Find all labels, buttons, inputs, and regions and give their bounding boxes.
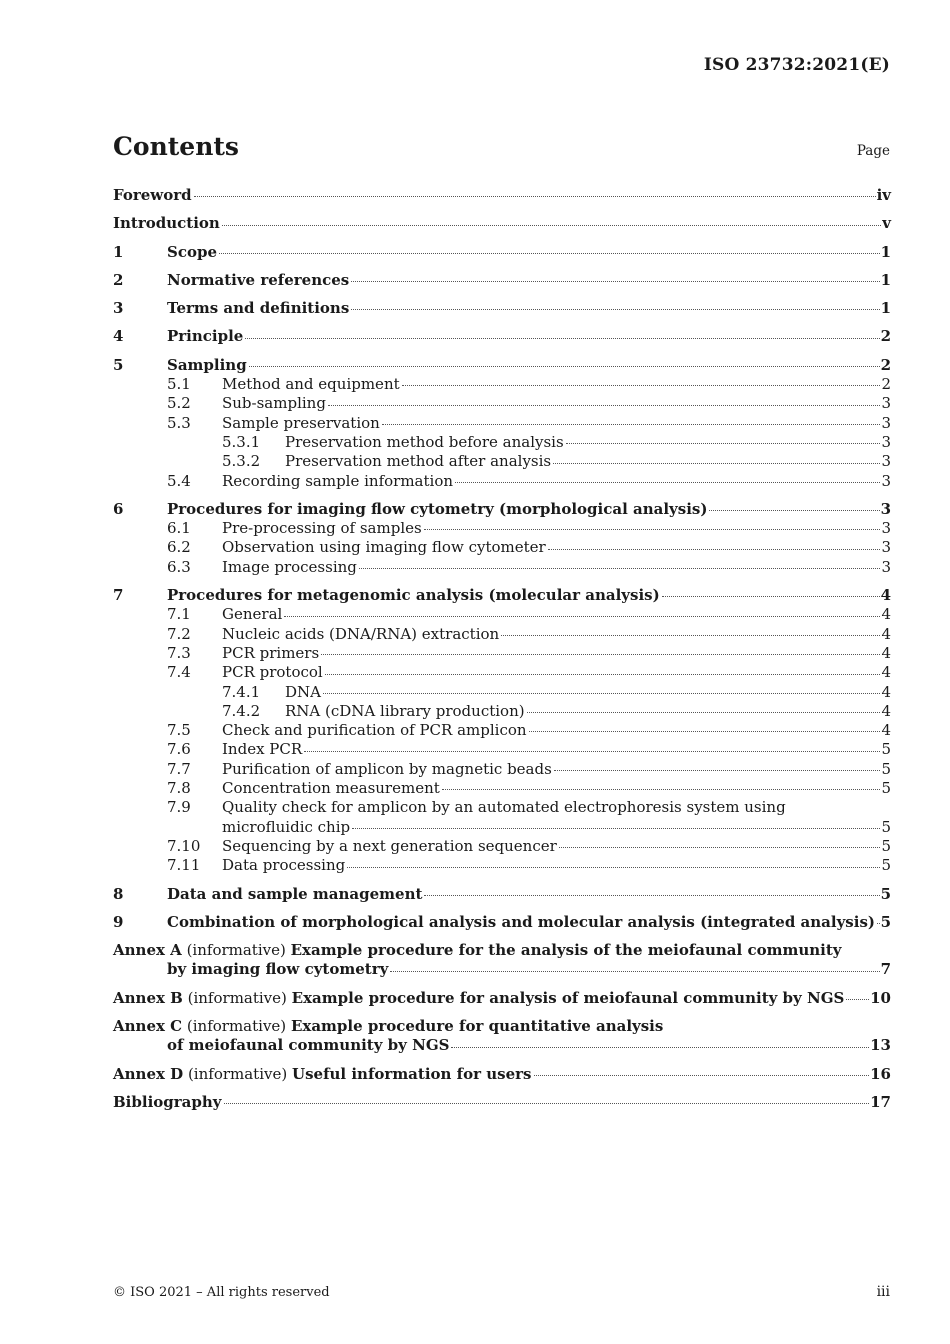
- toc-entry-number: 6: [113, 499, 124, 518]
- toc-entry-title: Foreword: [113, 186, 192, 204]
- toc-entry-number: 7: [113, 586, 124, 605]
- toc-entry-page: 5: [880, 912, 891, 931]
- toc-entry-page: 1: [880, 242, 891, 261]
- toc-entry-number: 7.6: [167, 740, 191, 759]
- toc-entry-title: Check and purification of PCR amplicon: [222, 721, 527, 740]
- toc-entry-page: 7: [880, 960, 891, 979]
- dot-leader: [321, 653, 880, 655]
- dot-leader: [455, 481, 880, 483]
- toc-entry-number: 7.3: [167, 643, 191, 662]
- toc-entry-page: 3: [881, 519, 891, 538]
- dot-leader: [529, 730, 881, 732]
- toc-entry-page: 4: [881, 663, 891, 682]
- dot-leader: [566, 442, 881, 444]
- toc-entry-page: 1: [880, 299, 891, 318]
- toc-annex-label: Annex C: [113, 1016, 183, 1035]
- dot-leader: [359, 567, 881, 569]
- dot-leader: [284, 615, 880, 617]
- toc-annex-label: Annex B: [113, 988, 183, 1007]
- toc-entry-title: Preservation method after analysis: [285, 452, 552, 471]
- toc-entry-title: Sequencing by a next generation sequencer: [222, 836, 557, 855]
- contents-title: Contents: [113, 132, 240, 161]
- toc-entry-page: v: [882, 214, 891, 233]
- toc-entry-page: 5: [881, 779, 891, 798]
- toc-entry-number: 9: [113, 912, 124, 931]
- toc-entry-title: Pre-processing of samples: [222, 519, 422, 538]
- toc-entry[interactable]: [113, 941, 891, 980]
- toc-entry-number: 7.10: [167, 836, 201, 855]
- toc-entry-number: 7.5: [167, 721, 191, 740]
- toc-entry[interactable]: [113, 721, 891, 740]
- toc-entry-title: Example procedure for analysis of meiofaunal community by NGS: [291, 988, 845, 1007]
- toc-entry-page: 5: [881, 759, 891, 778]
- dot-leader: [328, 404, 881, 406]
- toc-entry-number: 6.3: [167, 557, 191, 576]
- page-column-label: Page: [856, 143, 890, 159]
- toc-entry[interactable]: [113, 683, 891, 702]
- toc-entry-page: 13: [870, 1036, 891, 1055]
- toc-entry-number: 7.1: [167, 605, 191, 624]
- dot-leader: [245, 337, 879, 339]
- toc-entry[interactable]: [113, 414, 891, 433]
- dot-leader: [442, 788, 881, 790]
- dot-leader: [451, 1046, 869, 1048]
- toc-entry-page: 5: [881, 856, 891, 875]
- toc-entry-number: 7.9: [167, 798, 191, 817]
- dot-leader: [219, 252, 880, 254]
- toc-entry[interactable]: [113, 913, 891, 932]
- toc-entry-page: 5: [880, 884, 891, 903]
- toc-entry-title: PCR protocol: [222, 663, 323, 682]
- toc-entry[interactable]: [113, 644, 891, 663]
- toc-entry-number: 5.1: [167, 375, 191, 394]
- toc-entry-number: 7.4: [167, 663, 191, 682]
- toc-entry-number: 5.3: [167, 413, 191, 432]
- toc-entry[interactable]: [113, 356, 891, 375]
- toc-entry-number: 7.4.2: [222, 701, 261, 720]
- toc-entry-title: Principle: [167, 327, 244, 346]
- toc-entry-page: 4: [881, 624, 891, 643]
- toc-entry-page: 3: [881, 538, 891, 557]
- toc-entry[interactable]: [113, 586, 891, 605]
- toc-entry[interactable]: [113, 625, 891, 644]
- dot-leader: [325, 673, 881, 675]
- toc-entry-title: Sample preservation: [222, 413, 380, 432]
- toc-entry-title: Normative references: [167, 270, 350, 289]
- toc-entry[interactable]: [113, 271, 891, 290]
- toc-entry-title: Sampling: [167, 355, 247, 374]
- dot-leader: [548, 548, 881, 550]
- copyright-notice: © ISO 2021 – All rights reserved: [113, 1285, 330, 1300]
- toc-entry-number: 7.7: [167, 759, 191, 778]
- toc-entry-title: Combination of morphological analysis and molecular analysis (integrated analysis): [167, 912, 875, 931]
- dot-leader: [534, 1074, 870, 1076]
- toc-entry-number: 5: [113, 355, 124, 374]
- toc-entry[interactable]: [113, 394, 891, 413]
- toc-entry[interactable]: [113, 605, 891, 624]
- dot-leader: [304, 750, 880, 752]
- toc-entry-number: 2: [113, 270, 124, 289]
- toc-entry-page: 3: [880, 499, 891, 518]
- dot-leader: [323, 692, 880, 694]
- toc-entry-page: 2: [880, 355, 891, 374]
- dot-leader: [846, 998, 869, 1000]
- toc-entry-title: Nucleic acids (DNA/RNA) extraction: [222, 624, 500, 643]
- toc-entry-title: Useful information for users: [292, 1064, 532, 1083]
- toc-entry-page: 4: [880, 586, 891, 605]
- toc-entry-title: Example procedure for quantitative analysis: [290, 1016, 664, 1035]
- toc-entry-page: 16: [870, 1064, 891, 1083]
- toc-entry-title: Method and equipment: [222, 375, 400, 394]
- toc-entry[interactable]: [113, 740, 891, 759]
- toc-entry[interactable]: [113, 779, 891, 798]
- toc-entry-page: 3: [881, 557, 891, 576]
- toc-entry[interactable]: [113, 375, 891, 394]
- toc-entry-page: 5: [881, 836, 891, 855]
- toc-entry-title: RNA (cDNA library production): [285, 701, 525, 720]
- toc-entry-page: 4: [881, 605, 891, 624]
- toc-entry-title: Introduction: [113, 214, 220, 233]
- dot-leader: [501, 634, 880, 636]
- toc-entry-number: 4: [113, 327, 124, 346]
- toc-entry-page: iv: [876, 186, 891, 204]
- toc-entry[interactable]: [113, 452, 891, 471]
- toc-entry-page: 4: [881, 682, 891, 701]
- toc-entry-title: Quality check for amplicon by an automated electrophoresis system using: [222, 798, 786, 817]
- toc-entry-title: microfluidic chip: [222, 817, 351, 836]
- toc-entry[interactable]: [113, 472, 891, 491]
- toc-entry[interactable]: [113, 299, 891, 318]
- table-of-contents: [113, 186, 891, 1112]
- toc-entry[interactable]: [113, 798, 891, 837]
- toc-entry-page: 2: [881, 375, 891, 394]
- toc-entry-title: General: [222, 605, 283, 624]
- toc-entry-page: 1: [880, 270, 891, 289]
- toc-entry-title: Purification of amplicon by magnetic beads: [222, 759, 552, 778]
- toc-entry-title: by imaging flow cytometry: [167, 960, 389, 979]
- toc-entry-title: Preservation method before analysis: [285, 432, 564, 451]
- toc-entry-title: DNA: [285, 682, 321, 701]
- toc-entry-page: 2: [880, 327, 891, 346]
- toc-informative-label: (informative): [187, 1064, 288, 1083]
- toc-entry-page: 17: [870, 1092, 891, 1111]
- dot-leader: [554, 769, 881, 771]
- toc-entry-number: 3: [113, 299, 124, 318]
- toc-entry-number: 6.1: [167, 519, 191, 538]
- toc-entry-title: Bibliography: [113, 1092, 222, 1111]
- toc-entry[interactable]: [113, 327, 891, 346]
- toc-entry-page: 3: [881, 394, 891, 413]
- toc-entry-number: 7.11: [167, 856, 201, 875]
- toc-entry-title: Image processing: [222, 557, 357, 576]
- toc-informative-label: (informative): [186, 941, 286, 960]
- toc-entry[interactable]: [113, 214, 891, 233]
- toc-entry-page: 3: [881, 432, 891, 451]
- toc-entry-page: 4: [881, 701, 891, 720]
- toc-entry-number: 5.4: [167, 471, 191, 490]
- dot-leader: [351, 308, 879, 310]
- dot-leader: [351, 280, 879, 282]
- dot-leader: [222, 224, 881, 226]
- toc-entry-number: 1: [113, 242, 124, 261]
- toc-entry-number: 5.3.2: [222, 452, 261, 471]
- dot-leader: [424, 528, 881, 530]
- toc-entry-title: Example procedure for the analysis of the meiofaunal community: [290, 941, 842, 960]
- dot-leader: [553, 462, 880, 464]
- toc-entry[interactable]: [113, 989, 891, 1008]
- toc-entry-title: Concentration measurement: [222, 779, 440, 798]
- dot-leader: [390, 970, 879, 972]
- dot-leader: [402, 384, 881, 386]
- toc-entry-title: Data and sample management: [167, 884, 423, 903]
- toc-entry-title: PCR primers: [222, 643, 320, 662]
- toc-entry-page: 3: [881, 471, 891, 490]
- toc-annex-label: Annex D: [113, 1064, 184, 1083]
- page-number: iii: [876, 1284, 890, 1300]
- toc-entry[interactable]: [113, 519, 891, 538]
- toc-entry[interactable]: [113, 243, 891, 262]
- toc-entry-page: 3: [881, 452, 891, 471]
- toc-entry[interactable]: [113, 538, 891, 557]
- dot-leader: [382, 423, 881, 425]
- toc-entry[interactable]: [113, 1065, 891, 1084]
- toc-entry[interactable]: [113, 856, 891, 875]
- toc-entry-number: 7.8: [167, 779, 191, 798]
- dot-leader: [352, 827, 880, 829]
- toc-entry-title: Scope: [167, 242, 218, 261]
- toc-entry-number: 7.4.1: [222, 682, 261, 701]
- toc-entry-page: 5: [881, 740, 891, 759]
- toc-informative-label: (informative): [186, 1016, 287, 1035]
- toc-entry[interactable]: [113, 885, 891, 904]
- dot-leader: [347, 866, 880, 868]
- toc-entry-page: 10: [870, 988, 891, 1007]
- toc-entry-page: 4: [881, 721, 891, 740]
- toc-entry[interactable]: [113, 1017, 891, 1056]
- dot-leader: [662, 595, 880, 597]
- toc-entry-title: Recording sample information: [222, 471, 454, 490]
- toc-annex-label: Annex A: [113, 941, 182, 960]
- dot-leader: [249, 365, 880, 367]
- toc-entry[interactable]: [113, 837, 891, 856]
- toc-entry-number: 6.2: [167, 538, 191, 557]
- toc-entry-number: 7.2: [167, 624, 191, 643]
- toc-entry-number: 5.2: [167, 394, 191, 413]
- toc-entry[interactable]: [113, 702, 891, 721]
- toc-entry-title: Sub-sampling: [222, 394, 326, 413]
- toc-entry-title: of meiofaunal community by NGS: [167, 1036, 450, 1055]
- toc-informative-label: (informative): [187, 988, 287, 1007]
- dot-leader: [877, 922, 880, 924]
- toc-entry-title: Data processing: [222, 856, 346, 875]
- dot-leader: [527, 711, 881, 713]
- toc-entry-page: 5: [881, 817, 891, 836]
- dot-leader: [709, 509, 879, 511]
- toc-entry-title: Procedures for metagenomic analysis (molecular analysis): [167, 586, 660, 605]
- toc-entry[interactable]: [113, 186, 891, 205]
- document-code: ISO 23732:2021(E): [703, 55, 890, 75]
- dot-leader: [424, 894, 879, 896]
- toc-entry-title: Terms and definitions: [167, 299, 350, 318]
- toc-entry-page: 3: [881, 413, 891, 432]
- dot-leader: [224, 1102, 870, 1104]
- dot-leader: [559, 846, 881, 848]
- toc-entry-number: 5.3.1: [222, 432, 261, 451]
- toc-entry-title: Observation using imaging flow cytometer: [222, 538, 546, 557]
- toc-entry[interactable]: [113, 558, 891, 577]
- dot-leader: [194, 195, 876, 197]
- toc-entry[interactable]: [113, 500, 891, 519]
- toc-entry[interactable]: [113, 760, 891, 779]
- toc-entry[interactable]: [113, 433, 891, 452]
- toc-entry-page: 4: [881, 643, 891, 662]
- toc-entry[interactable]: [113, 1093, 891, 1112]
- toc-entry[interactable]: [113, 663, 891, 682]
- toc-entry-number: 8: [113, 884, 124, 903]
- toc-entry-title: Procedures for imaging flow cytometry (morphological analysis): [167, 499, 708, 518]
- toc-entry-title: Index PCR: [222, 740, 303, 759]
